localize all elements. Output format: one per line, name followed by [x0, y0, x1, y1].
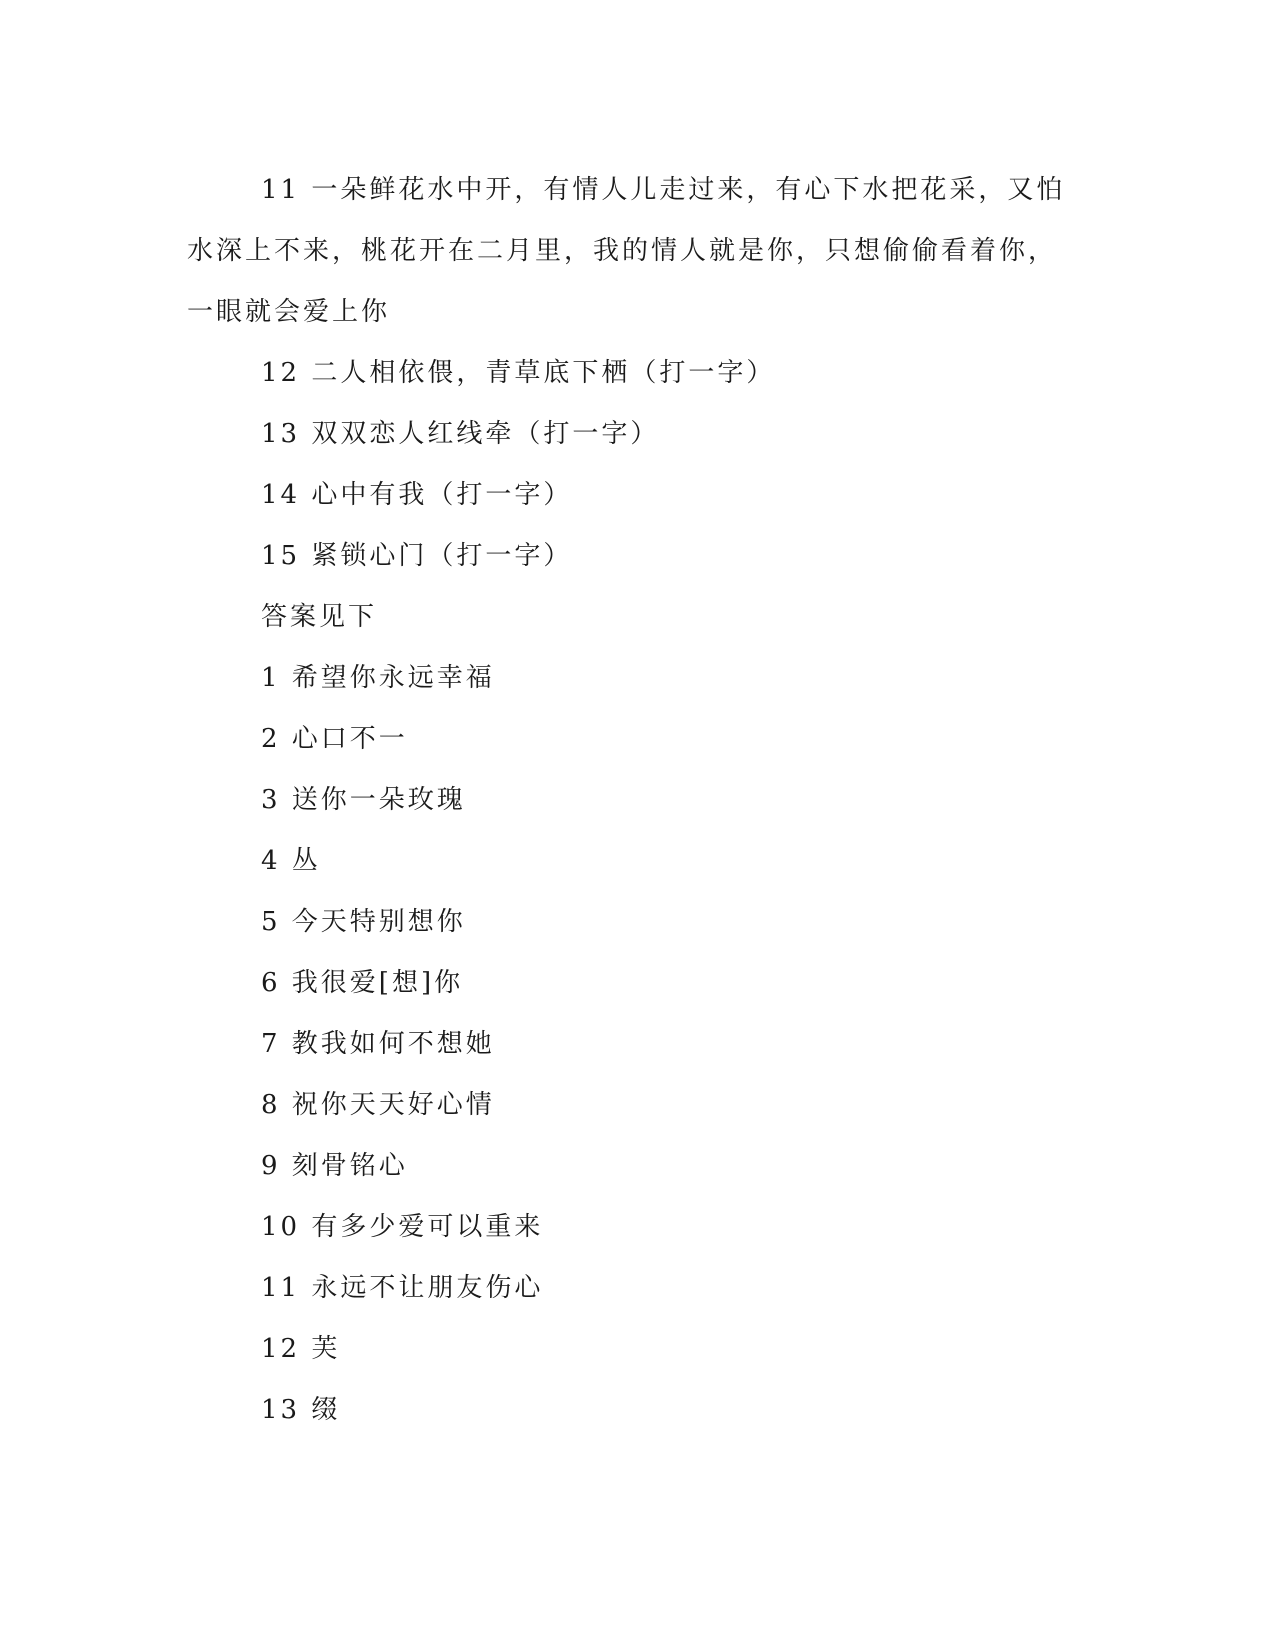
riddle-line-15: 15 紧锁心门（打一字） [261, 541, 573, 571]
answer-line-8: 8 祝你天天好心情 [261, 1090, 495, 1120]
riddle-line-13: 13 双双恋人红线牵（打一字） [261, 419, 660, 449]
answer-line-9: 9 刻骨铭心 [261, 1151, 408, 1181]
answer-line-10: 10 有多少爱可以重来 [261, 1212, 544, 1242]
answer-line-2: 2 心口不一 [261, 724, 408, 754]
answer-line-5: 5 今天特别想你 [261, 907, 466, 937]
answer-line-11: 11 永远不让朋友伤心 [261, 1273, 544, 1303]
answer-line-13: 13 缀 [261, 1395, 341, 1425]
document-body [187, 160, 1072, 1441]
answer-line-3: 3 送你一朵玫瑰 [261, 785, 466, 815]
answer-line-1: 1 希望你永远幸福 [261, 663, 495, 693]
riddle-line-14: 14 心中有我（打一字） [261, 480, 573, 510]
riddle-paragraph-11: 11 一朵鲜花水中开，有情人儿走过来，有心下水把花采，又怕水深上不来，桃花开在二月里，我的情人就是你，只想偷偷看着你，一眼就会爱上你 [187, 175, 1066, 327]
answer-line-4: 4 丛 [261, 846, 321, 876]
answer-line-7: 7 教我如何不想她 [261, 1029, 495, 1059]
riddle-line-12: 12 二人相依偎，青草底下栖（打一字） [261, 358, 776, 388]
answer-line-12: 12 芙 [261, 1334, 341, 1364]
answers-heading: 答案见下 [261, 602, 378, 632]
answer-line-6: 6 我很爱[想]你 [261, 968, 464, 998]
